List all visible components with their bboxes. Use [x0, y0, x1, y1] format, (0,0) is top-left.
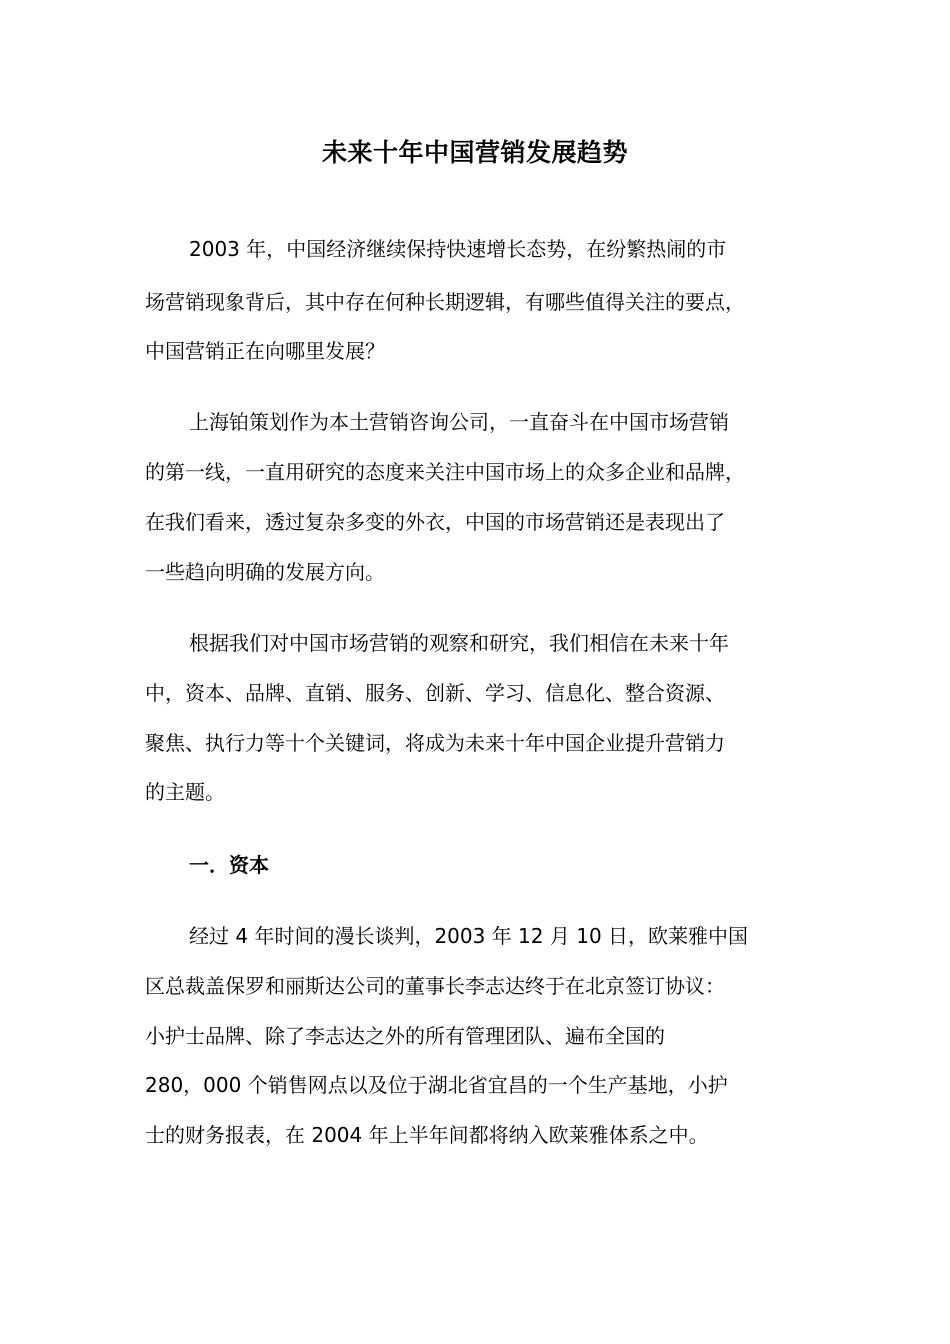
paragraph-1-line-3: 中国营销正在向哪里发展？ [145, 339, 385, 363]
section-paragraph-line-2: 区总裁盖保罗和丽斯达公司的董事长李志达终于在北京签订协议： [145, 974, 725, 998]
paragraph-2-line-1: 上海铂策划作为本土营销咨询公司，一直奋斗在中国市场营销 [189, 410, 729, 434]
section-paragraph-line-5: 士的财务报表，在 2004 年上半年间都将纳入欧莱雅体系之中。 [145, 1123, 709, 1147]
paragraph-1-line-1: 2003 年，中国经济继续保持快速增长态势，在纷繁热闹的市 [189, 237, 727, 261]
section-paragraph-line-1: 经过 4 年时间的漫长谈判，2003 年 12 月 10 日，欧莱雅中国 [189, 924, 749, 948]
paragraph-2-line-2: 的第一线，一直用研究的态度来关注中国市场上的众多企业和品牌， [145, 460, 745, 484]
section-paragraph-line-3: 小护士品牌、除了李志达之外的所有管理团队、遍布全国的 [145, 1024, 665, 1048]
paragraph-3-line-3: 聚焦、执行力等十个关键词，将成为未来十年中国企业提升营销力 [145, 731, 725, 755]
section-heading-capital: 一．资本 [189, 853, 269, 877]
paragraph-3-line-1: 根据我们对中国市场营销的观察和研究，我们相信在未来十年 [189, 631, 729, 655]
document-title: 未来十年中国营销发展趋势 [321, 138, 628, 167]
paragraph-1-line-2: 场营销现象背后，其中存在何种长期逻辑，有哪些值得关注的要点， [145, 290, 745, 314]
paragraph-2-line-3: 在我们看来，透过复杂多变的外衣，中国的市场营销还是表现出了 [145, 510, 725, 534]
paragraph-3-line-4: 的主题。 [145, 780, 225, 804]
section-paragraph-line-4: 280，000 个销售网点以及位于湖北省宜昌的一个生产基地，小护 [145, 1073, 728, 1097]
paragraph-2-line-4: 一些趋向明确的发展方向。 [145, 560, 385, 584]
paragraph-3-line-2: 中，资本、品牌、直销、服务、创新、学习、信息化、整合资源、 [145, 681, 725, 705]
